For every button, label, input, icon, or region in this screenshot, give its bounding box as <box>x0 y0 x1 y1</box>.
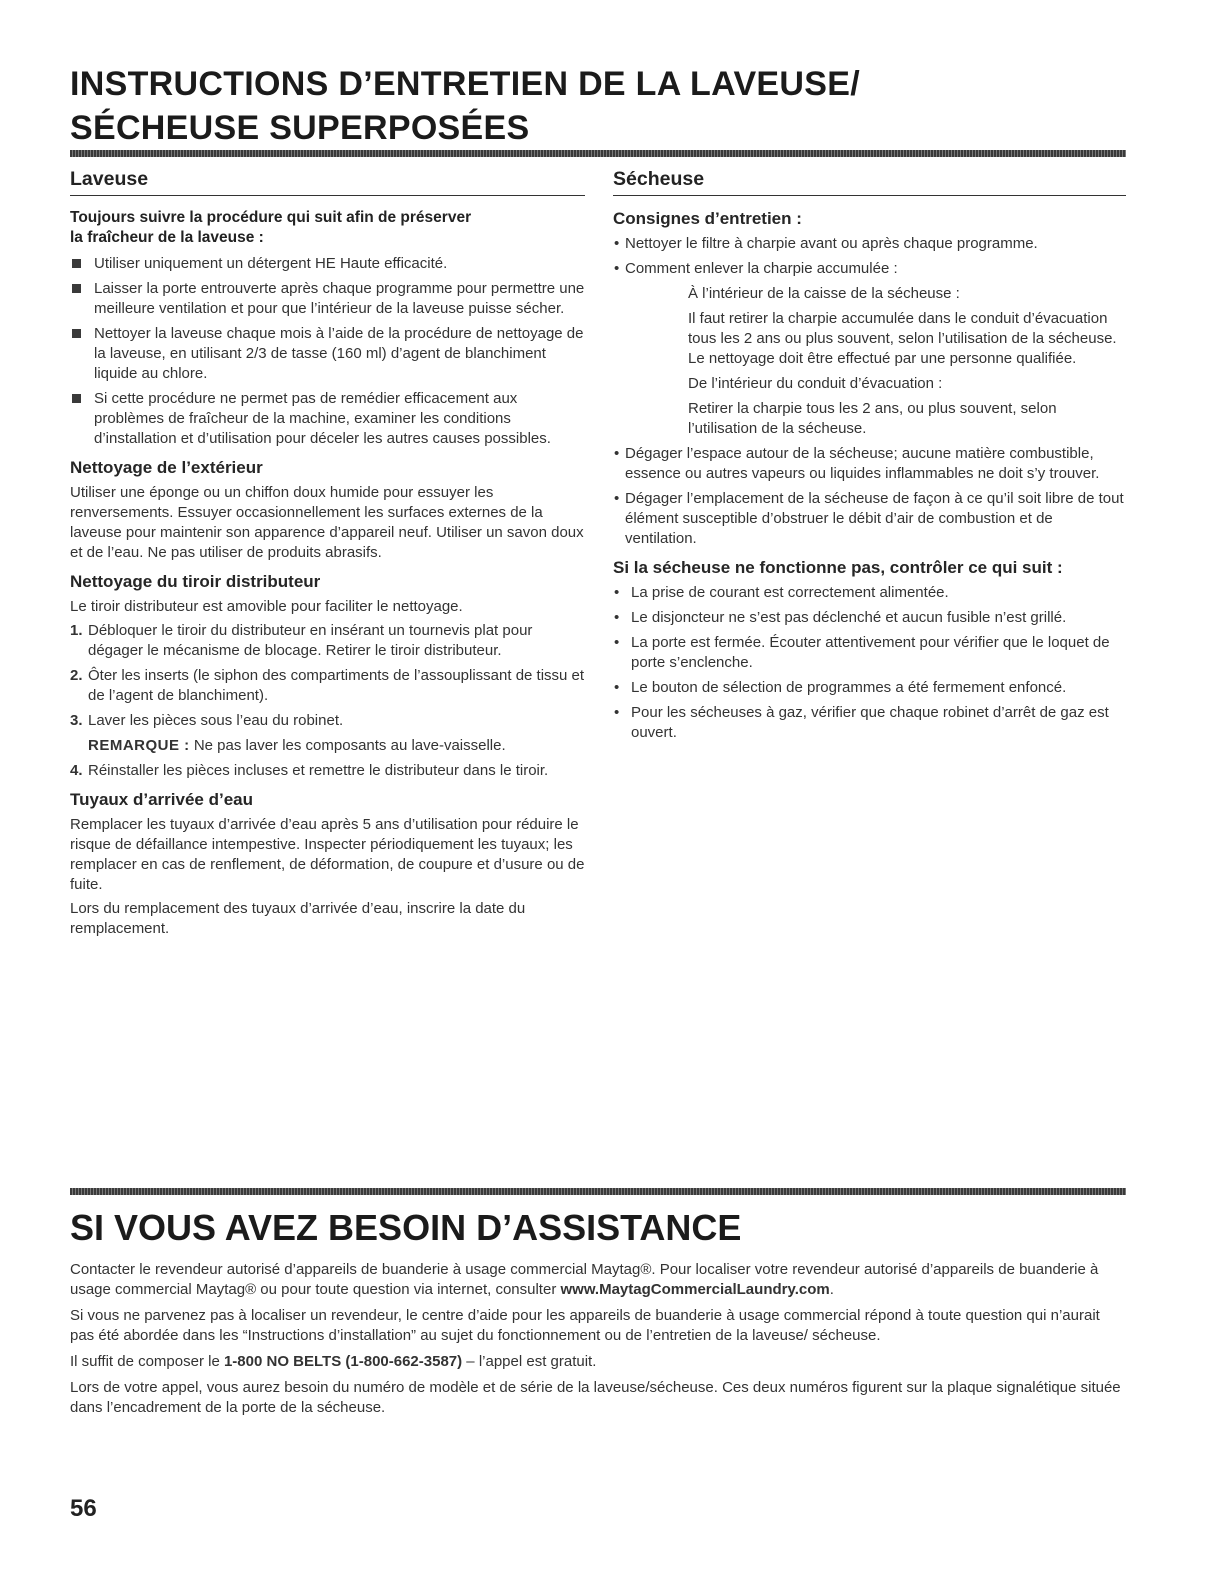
bullet-dot-icon: • <box>614 445 620 462</box>
drawer-cleaning-steps <box>70 621 585 731</box>
list-item <box>613 703 1126 743</box>
title-divider <box>70 150 1126 157</box>
list-item-text: Dégager l’espace autour de la sécheuse; aucune matière combustible, essence ou autres vapeurs ou liquides inflammables ne doit s’y trouver. <box>625 445 1100 482</box>
exterior-cleaning-title: Nettoyage de l’extérieur <box>70 458 263 477</box>
assistance-section <box>70 1206 1126 1424</box>
inside-cabinet-text: Il faut retirer la charpie accumulée dans le conduit d’évacuation tous les 2 ans ou plus souvent, selon l’utilisation de la sécheuse. Le nettoyage doit être effectué par une personne qualifiée. <box>688 310 1117 367</box>
list-item <box>613 608 1126 628</box>
list-item-text: Dégager l’emplacement de la sécheuse de façon à ce qu’il soit libre de tout élément susceptible d’obstruer le débit d’air de combustion et de ventilation. <box>625 490 1124 547</box>
dryer-column <box>613 168 1126 748</box>
exterior-cleaning-text: Utiliser une éponge ou un chiffon doux humide pour essuyer les renversements. Essuyer occasionnellement les surfaces externes de la laveuse pour maintenir son apparence d’appareil neuf. Utiliser un savon doux et de l’eau. Ne pas utiliser de produits abrasifs. <box>70 484 584 561</box>
assistance-divider <box>70 1188 1126 1195</box>
bullet-dot-icon: • <box>614 634 620 651</box>
dryer-check-title: Si la sécheuse ne fonctionne pas, contrôler ce qui suit : <box>613 558 1063 577</box>
step-text: Réinstaller les pièces incluses et remettre le distributeur dans le tiroir. <box>88 762 549 779</box>
list-item-text: Laisser la porte entrouverte après chaque programme pour permettre une meilleure ventilation et pour que l’intérieur de la laveuse puisse sécher. <box>94 280 585 317</box>
note-text: Ne pas laver les composants au lave-vaisselle. <box>189 737 506 754</box>
phone-number: 1-800 NO BELTS (1-800-662-3587) <box>223 1353 463 1370</box>
bullet-dot-icon: • <box>614 260 620 277</box>
step-text: Laver les pièces sous l’eau du robinet. <box>88 712 344 729</box>
list-item <box>613 633 1126 673</box>
list-item-text: La porte est fermée. Écouter attentivement pour vérifier que le loquet de porte s’enclenche. <box>631 634 1110 671</box>
page-title <box>70 62 860 150</box>
list-item <box>613 259 1126 279</box>
assistance-p3-text: Il suffit de composer le <box>70 1353 224 1370</box>
dryer-care-title: Consignes d’entretien : <box>613 209 802 228</box>
square-bullet-icon <box>72 259 81 268</box>
assistance-paragraph-4: Lors de votre appel, vous aurez besoin du numéro de modèle et de série de la laveuse/sécheuse. Ces deux numéros figurent sur la plaque signalétique située dans l’encadrement de la porte de la sécheuse. <box>70 1379 1121 1416</box>
square-bullet-icon <box>72 394 81 403</box>
inside-duct-heading: De l’intérieur du conduit d’évacuation : <box>688 375 943 392</box>
inside-cabinet-heading: À l’intérieur de la caisse de la sécheuse : <box>688 285 960 302</box>
list-item-text: Pour les sécheuses à gaz, vérifier que chaque robinet d’arrêt de gaz est ouvert. <box>631 704 1109 741</box>
square-bullet-icon <box>72 284 81 293</box>
washer-intro-line-2: la fraîcheur de la laveuse : <box>70 229 264 246</box>
list-item <box>613 678 1126 698</box>
bullet-dot-icon: • <box>614 490 620 507</box>
drawer-cleaning-steps-continued <box>70 761 585 781</box>
list-item <box>613 583 1126 603</box>
washer-section-title: Laveuse <box>70 168 585 196</box>
assistance-paragraph-1 <box>70 1260 1126 1300</box>
page-title-line-2: SÉCHEUSE SUPERPOSÉES <box>70 109 530 147</box>
drawer-cleaning-intro: Le tiroir distributeur est amovible pour faciliter le nettoyage. <box>70 598 463 615</box>
dryer-care-list <box>613 234 1126 279</box>
step-text: Débloquer le tiroir du distributeur en insérant un tournevis plat pour dégager le mécanisme de blocage. Retirer le tiroir distributeur. <box>88 622 533 659</box>
step-number: 4. <box>70 762 83 779</box>
page-number: 56 <box>70 1495 97 1522</box>
bullet-dot-icon: • <box>614 609 620 626</box>
step-text: Ôter les inserts (le siphon des compartiments de l’assouplissant de tissu et de l’agent de blanchiment). <box>88 667 585 704</box>
bullet-dot-icon: • <box>614 584 620 601</box>
list-item <box>70 279 585 319</box>
website-link[interactable]: www.MaytagCommercialLaundry.com <box>560 1281 830 1298</box>
step-number: 3. <box>70 712 83 729</box>
washer-freshness-list <box>70 254 585 449</box>
assistance-p1-text: Contacter le revendeur autorisé d’appareils de buanderie à usage commercial Maytag®. Pour localiser votre revendeur autorisé d’appareils de buanderie à usage commercial Maytag® ou pour toute question via internet, consulter <box>70 1261 1099 1298</box>
step-item <box>70 761 585 781</box>
list-item-text: Utiliser uniquement un détergent HE Haute efficacité. <box>94 255 448 272</box>
bullet-dot-icon: • <box>614 235 620 252</box>
step-item <box>70 621 585 661</box>
list-item-text: Si cette procédure ne permet pas de remédier efficacement aux problèmes de fraîcheur de la machine, examiner les conditions d’installation et d’utilisation pour déceler les autres causes possibles. <box>94 390 551 447</box>
list-item <box>70 254 585 274</box>
drawer-cleaning-title: Nettoyage du tiroir distributeur <box>70 572 321 591</box>
list-item <box>613 489 1126 549</box>
dishwasher-note <box>70 736 585 756</box>
page-title-line-1: INSTRUCTIONS D’ENTRETIEN DE LA LAVEUSE/ <box>70 65 860 103</box>
assistance-p1-end: . <box>829 1281 834 1298</box>
note-label: REMARQUE : <box>88 737 190 754</box>
assistance-paragraph-2: Si vous ne parvenez pas à localiser un revendeur, le centre d’aide pour les appareils de buanderie à usage commercial répond à toute question qui n’aurait pas été abordée dans les “Instructions d’installation” au sujet du fonctionnement ou de l’entretien de la laveuse/ sécheuse. <box>70 1307 1100 1344</box>
water-hoses-text-1: Remplacer les tuyaux d’arrivée d’eau après 5 ans d’utilisation pour réduire le risque de défaillance intempestive. Inspecter périodiquement les tuyaux; les remplacer en cas de renflement, de déformation, de coupure et d’usure ou de fuite. <box>70 816 585 893</box>
list-item <box>70 324 585 384</box>
dryer-care-list-continued <box>613 444 1126 549</box>
bullet-dot-icon: • <box>614 679 620 696</box>
dryer-check-list <box>613 583 1126 743</box>
inside-duct-text: Retirer la charpie tous les 2 ans, ou plus souvent, selon l’utilisation de la sécheuse. <box>688 400 1057 437</box>
list-item-text: Le bouton de sélection de programmes a été fermement enfoncé. <box>631 679 1067 696</box>
square-bullet-icon <box>72 329 81 338</box>
list-item-text: Nettoyer le filtre à charpie avant ou après chaque programme. <box>625 235 1038 252</box>
list-item-text: Le disjoncteur ne s’est pas déclenché et aucun fusible n’est grillé. <box>631 609 1067 626</box>
washer-column <box>70 168 585 943</box>
assistance-paragraph-3 <box>70 1352 1126 1372</box>
assistance-title: SI VOUS AVEZ BESOIN D’ASSISTANCE <box>70 1207 742 1248</box>
list-item-text: Comment enlever la charpie accumulée : <box>625 260 898 277</box>
list-item <box>70 389 585 449</box>
list-item-text: Nettoyer la laveuse chaque mois à l’aide de la procédure de nettoyage de la laveuse, en utilisant 2/3 de tasse (160 ml) d’agent de blanchiment liquide au chlore. <box>94 325 584 382</box>
list-item <box>613 234 1126 254</box>
list-item <box>613 444 1126 484</box>
list-item-text: La prise de courant est correctement alimentée. <box>631 584 949 601</box>
assistance-p3-end: – l’appel est gratuit. <box>462 1353 597 1370</box>
washer-intro-line-1: Toujours suivre la procédure qui suit afin de préserver <box>70 209 472 226</box>
water-hoses-text-2: Lors du remplacement des tuyaux d’arrivée d’eau, inscrire la date du remplacement. <box>70 900 526 937</box>
bullet-dot-icon: • <box>614 704 620 721</box>
step-number: 1. <box>70 622 83 639</box>
step-item <box>70 711 585 731</box>
step-item <box>70 666 585 706</box>
dryer-section-title: Sécheuse <box>613 168 1126 196</box>
step-number: 2. <box>70 667 83 684</box>
washer-intro <box>70 208 585 248</box>
water-hoses-title: Tuyaux d’arrivée d’eau <box>70 790 253 809</box>
